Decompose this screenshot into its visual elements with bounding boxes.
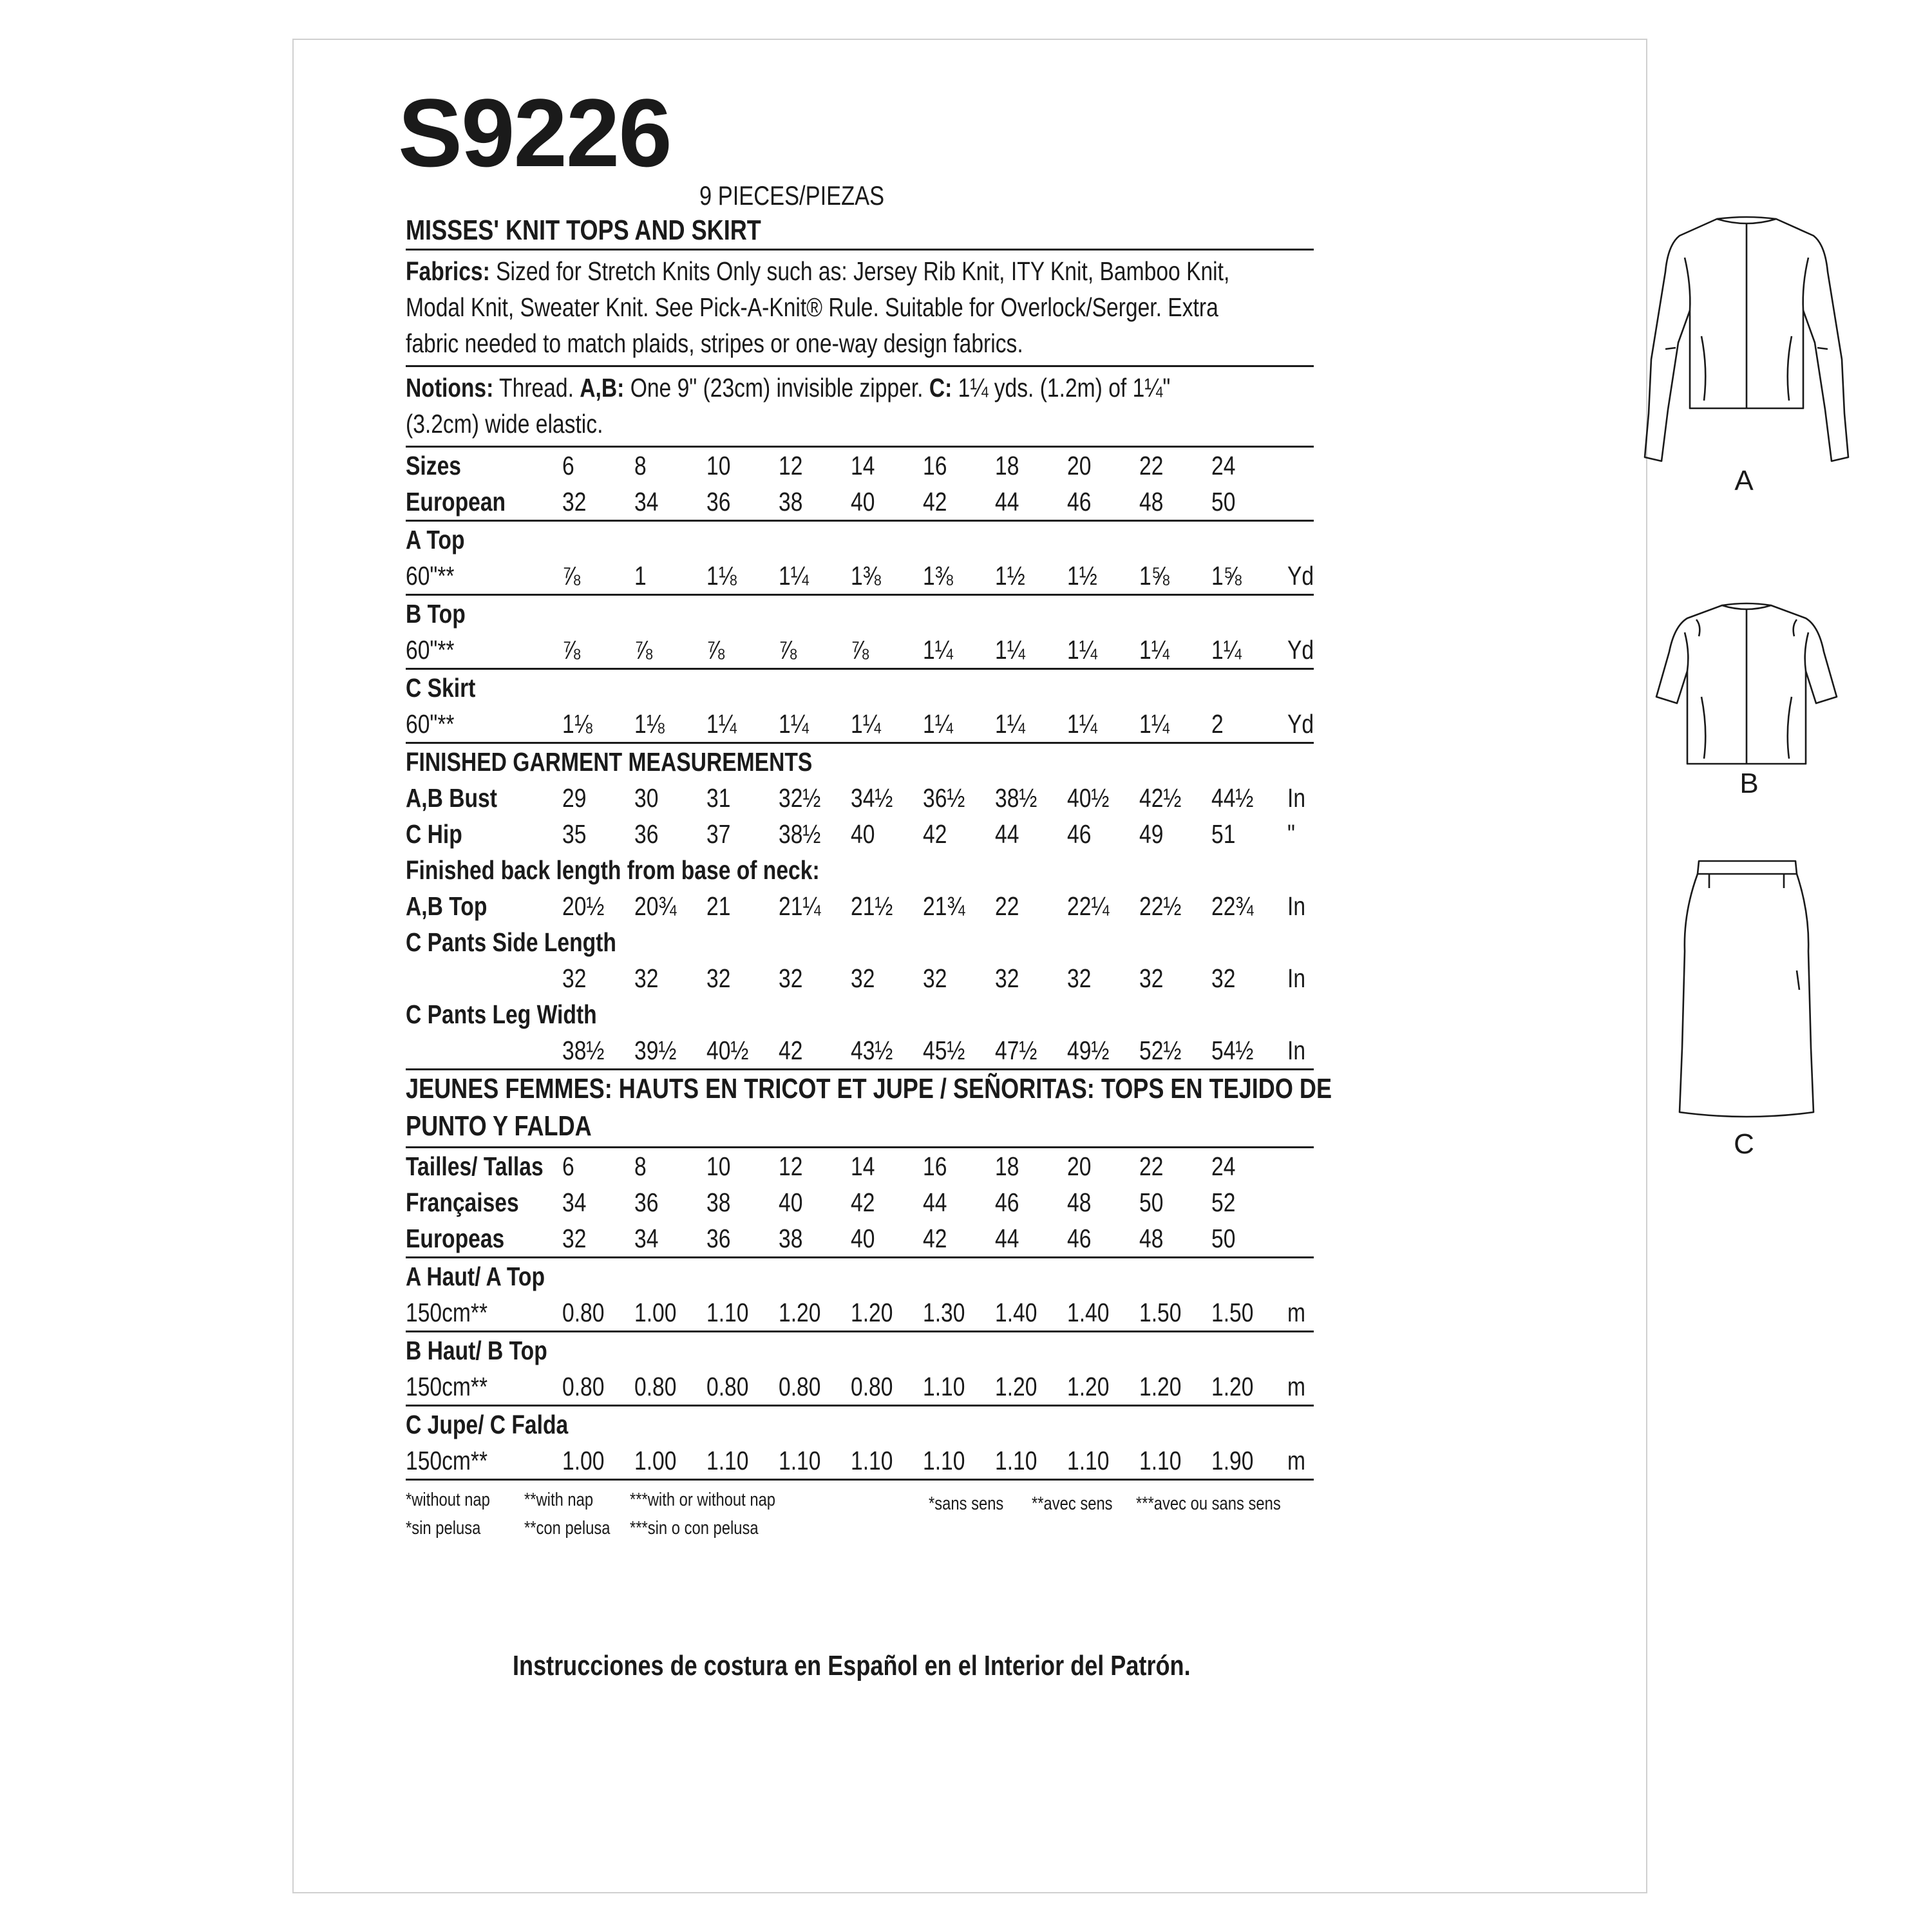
cell-size-7: 38½: [995, 783, 1037, 813]
cell-size-9: 48: [1139, 1220, 1211, 1258]
cell-size-10: 1.90: [1211, 1443, 1283, 1480]
cell-size-9: 32: [1139, 963, 1164, 993]
cell-size-8: 32: [1067, 963, 1092, 993]
cell-size-9: 22½: [1139, 891, 1182, 921]
view-a-label: A: [1734, 465, 1754, 497]
cell-size-7: 1.20: [995, 1368, 1067, 1406]
cell-size-5: 42: [851, 1188, 875, 1217]
unit: [1283, 484, 1314, 521]
cell-size-5: 43½: [851, 1032, 923, 1070]
cell-size-7: 1.40: [995, 1294, 1067, 1332]
unit: In: [1287, 963, 1306, 993]
cell-size-3: 10: [706, 1151, 731, 1181]
cell-size-3: 32: [706, 963, 731, 993]
cell-size-7: 46: [995, 1188, 1019, 1217]
cell-size-1: 32: [562, 484, 634, 521]
cell-size-5: 14: [851, 1151, 875, 1181]
cell-size-2: 20¾: [634, 891, 677, 921]
b-top-title: [406, 595, 1314, 632]
cell-size-6: 1⅜: [923, 558, 995, 595]
cell-size-1: 35: [562, 819, 587, 849]
cell-size-7: 22: [995, 891, 1019, 921]
a-top-yardage-row: [406, 558, 1314, 595]
pattern-info: [398, 79, 1332, 1562]
cell-size-2: 39½: [634, 1032, 706, 1070]
cell-size-10: 52: [1211, 1188, 1236, 1217]
cell-size-5: 14: [851, 451, 875, 480]
cell-size-4: 32: [779, 963, 803, 993]
a-haut-meters-row: [406, 1294, 1314, 1332]
cell-size-4: 38½: [779, 819, 821, 849]
yardage-table-imperial: [406, 448, 1314, 1070]
row-label: C Pants Side Length: [406, 927, 616, 957]
cell-size-10: 1.20: [1211, 1368, 1283, 1406]
fabrics-label: Fabrics:: [406, 256, 490, 286]
cell-size-5: 1.10: [851, 1443, 923, 1480]
cell-size-5: 34½: [851, 783, 893, 813]
cell-size-7: 18: [995, 451, 1019, 480]
cell-size-2: ⅞: [634, 632, 706, 669]
cell-size-6: 36½: [923, 783, 965, 813]
footnotes: *without nap **with nap ***with or without nap *sin pelusa **con pelusa ***sin o con pelusa *sans sens **avec sens ***avec ou sans sens: [406, 1490, 1281, 1539]
spanish-instructions-note: Instrucciones de costura en Español en el Interior del Patrón.: [513, 1650, 1191, 1681]
row-label: [406, 960, 562, 996]
cell-size-9: 22: [1139, 451, 1164, 480]
cell-size-1: 6: [562, 451, 574, 480]
c-skirt-title: [406, 669, 1314, 706]
unit: m: [1283, 1294, 1314, 1332]
cell-size-5: 32: [851, 963, 875, 993]
cell-size-8: 40½: [1067, 783, 1110, 813]
piece-count: 9 PIECES/PIEZAS: [699, 180, 885, 211]
cell-size-2: 1⅛: [634, 706, 706, 743]
cell-size-7: 1.10: [995, 1443, 1067, 1480]
cell-size-9: 1.20: [1139, 1368, 1211, 1406]
cell-size-3: ⅞: [706, 632, 779, 669]
cell-size-10: 2: [1211, 706, 1283, 743]
cell-size-1: 29: [562, 783, 587, 813]
cell-size-8: 22¼: [1067, 891, 1110, 921]
header: [398, 79, 1314, 213]
cell-size-2: 0.80: [634, 1368, 706, 1406]
view-b-label: B: [1739, 768, 1759, 799]
cell-size-10: 54½: [1211, 1032, 1283, 1070]
cell-size-1: 34: [562, 1188, 587, 1217]
cell-size-10: 51: [1211, 819, 1236, 849]
cell-size-4: 1.10: [779, 1443, 851, 1480]
row-label: Europeas: [406, 1220, 562, 1258]
cell-size-8: 1.10: [1067, 1443, 1139, 1480]
cell-size-10: 1⅝: [1211, 558, 1283, 595]
row-label: C Jupe/ C Falda: [406, 1410, 569, 1439]
cell-size-5: 1⅜: [851, 558, 923, 595]
cell-size-1: 32: [562, 963, 587, 993]
cell-size-4: 38: [779, 484, 851, 521]
cell-size-10: 50: [1211, 1220, 1283, 1258]
metric-heading: JEUNES FEMMES: HAUTS EN TRICOT ET JUPE / SEÑORITAS: TOPS EN TEJIDO DE PUNTO Y FALDA: [406, 1070, 1314, 1148]
unit: Yd: [1283, 632, 1314, 669]
cell-size-4: 12: [779, 451, 803, 480]
cell-size-6: 42: [923, 1220, 995, 1258]
row-label: [406, 1032, 562, 1070]
cell-size-3: 40½: [706, 1032, 779, 1070]
cell-size-6: 1.10: [923, 1443, 995, 1480]
row-label: 150cm**: [406, 1443, 562, 1480]
cell-size-7: 1¼: [995, 632, 1067, 669]
cell-size-10: 1¼: [1211, 632, 1283, 669]
unit: In: [1287, 891, 1306, 921]
cell-size-2: 8: [634, 451, 647, 480]
cell-size-6: 21¾: [923, 891, 965, 921]
cell-size-8: 1¼: [1067, 632, 1139, 669]
view-a-top-drawing: [1637, 207, 1856, 478]
cell-size-4: 1.20: [779, 1294, 851, 1332]
cell-size-6: 1.10: [923, 1368, 995, 1406]
ab-top-length-row: [406, 888, 1314, 924]
unit: ": [1287, 819, 1295, 849]
cell-size-4: 32½: [779, 783, 821, 813]
cell-size-2: 36: [634, 819, 659, 849]
unit: [1283, 448, 1314, 484]
b-haut-title: [406, 1332, 1314, 1369]
row-label: A,B Top: [406, 891, 488, 921]
cell-size-5: 0.80: [851, 1368, 923, 1406]
cell-size-8: 1¼: [1067, 706, 1139, 743]
cell-size-4: 38: [779, 1220, 851, 1258]
cell-size-6: 16: [923, 451, 947, 480]
cell-size-8: 1.20: [1067, 1368, 1139, 1406]
cell-size-3: 36: [706, 484, 779, 521]
cell-size-7: 18: [995, 1151, 1019, 1181]
row-label: B Top: [406, 599, 466, 629]
cell-size-7: 44: [995, 1220, 1067, 1258]
notions-section: Notions: Thread. A,B: One 9" (23cm) invisible zipper. C: 1¼ yds. (1.2m) of 1¼" (3.2cm) wide elastic.: [406, 367, 1314, 448]
cell-size-4: 1¼: [779, 706, 851, 743]
cell-size-8: 46: [1067, 484, 1139, 521]
row-label: 150cm**: [406, 1294, 562, 1332]
cell-size-9: 1¼: [1139, 706, 1211, 743]
b-top-yardage-row: [406, 632, 1314, 669]
cell-size-3: 10: [706, 451, 731, 480]
cell-size-6: 44: [923, 1188, 947, 1217]
cell-size-3: 1¼: [706, 706, 779, 743]
cell-size-1: 20½: [562, 891, 605, 921]
cell-size-2: 8: [634, 1151, 647, 1181]
cell-size-9: 50: [1139, 1188, 1164, 1217]
cell-size-5: 21½: [851, 891, 893, 921]
cell-size-8: 49½: [1067, 1032, 1139, 1070]
row-label: 60"**: [406, 706, 562, 743]
pants-side-row: [406, 960, 1314, 996]
cell-size-10: 44½: [1211, 783, 1254, 813]
cell-size-1: ⅞: [562, 632, 634, 669]
cell-size-10: 22¾: [1211, 891, 1254, 921]
yardage-table-metric: [406, 1148, 1314, 1481]
cell-size-4: 0.80: [779, 1368, 851, 1406]
cell-size-9: 42½: [1139, 783, 1182, 813]
pattern-number: S9226: [398, 79, 671, 187]
cell-size-9: 1⅝: [1139, 558, 1211, 595]
a-top-title: [406, 521, 1314, 558]
cell-size-5: 40: [851, 1220, 923, 1258]
cell-size-7: 32: [995, 963, 1019, 993]
cell-size-5: 40: [851, 819, 875, 849]
cell-size-6: 1¼: [923, 632, 995, 669]
row-label: Sizes: [406, 451, 461, 480]
row-label: European: [406, 484, 562, 521]
cell-size-10: 24: [1211, 1151, 1236, 1181]
cell-size-3: 1.10: [706, 1443, 779, 1480]
cell-size-3: 0.80: [706, 1368, 779, 1406]
cell-size-5: 40: [851, 484, 923, 521]
row-label: FINISHED GARMENT MEASUREMENTS: [406, 747, 813, 777]
unit: In: [1283, 1032, 1314, 1070]
cell-size-1: 1⅛: [562, 706, 634, 743]
pants-side-title: [406, 924, 1314, 960]
pattern-envelope-back: [292, 39, 1759, 1893]
cell-size-1: 0.80: [562, 1368, 634, 1406]
cell-size-8: 46: [1067, 819, 1092, 849]
cell-size-10: 32: [1211, 963, 1236, 993]
pattern-title: MISSES' KNIT TOPS AND SKIRT: [406, 213, 1314, 251]
cell-size-6: 16: [923, 1151, 947, 1181]
cell-size-7: 44: [995, 819, 1019, 849]
cell-size-7: 1½: [995, 558, 1067, 595]
cell-size-1: 38½: [562, 1032, 634, 1070]
cell-size-8: 1.40: [1067, 1294, 1139, 1332]
cell-size-4: 12: [779, 1151, 803, 1181]
cell-size-2: 30: [634, 783, 659, 813]
cell-size-9: 22: [1139, 1151, 1164, 1181]
view-c-skirt-drawing: [1637, 855, 1856, 1138]
cell-size-9: 1¼: [1139, 632, 1211, 669]
cell-size-1: 32: [562, 1220, 634, 1258]
hip-row: [406, 816, 1314, 852]
cell-size-9: 49: [1139, 819, 1164, 849]
cell-size-8: 1½: [1067, 558, 1139, 595]
cell-size-2: 34: [634, 1220, 706, 1258]
back-length-heading: [406, 852, 1314, 888]
cell-size-6: 42: [923, 484, 995, 521]
european-row: [406, 484, 1314, 521]
bust-row: [406, 780, 1314, 816]
cell-size-4: 21¼: [779, 891, 821, 921]
unit: Yd: [1283, 558, 1314, 595]
cell-size-5: 1.20: [851, 1294, 923, 1332]
cell-size-10: 1.50: [1211, 1294, 1283, 1332]
cell-size-5: 1¼: [851, 706, 923, 743]
cell-size-9: 1.10: [1139, 1443, 1211, 1480]
unit: [1283, 1184, 1314, 1220]
c-skirt-yardage-row: [406, 706, 1314, 743]
tailles-row: [406, 1148, 1314, 1184]
francaises-row: [406, 1184, 1314, 1220]
cell-size-1: ⅞: [562, 558, 634, 595]
cell-size-3: 36: [706, 1220, 779, 1258]
cell-size-2: 32: [634, 963, 659, 993]
cell-size-3: 37: [706, 819, 731, 849]
cell-size-2: 1.00: [634, 1443, 706, 1480]
cell-size-3: 38: [706, 1188, 731, 1217]
unit: In: [1287, 783, 1306, 813]
pants-leg-title: [406, 996, 1314, 1032]
unit: [1283, 1148, 1314, 1184]
c-jupe-title: [406, 1406, 1314, 1443]
c-jupe-meters-row: [406, 1443, 1314, 1480]
row-label: Finished back length from base of neck:: [406, 855, 820, 885]
cell-size-8: 46: [1067, 1220, 1139, 1258]
sizes-row: [406, 448, 1314, 484]
cell-size-2: 1.00: [634, 1294, 706, 1332]
cell-size-8: 48: [1067, 1188, 1092, 1217]
fabrics-section: Fabrics: Sized for Stretch Knits Only such as: Jersey Rib Knit, ITY Knit, Bamboo Knit, Modal Knit, Sweater Knit. See Pick-A-Knit® Rule. Suitable for Overlock/Serger. Extra fabric needed to match plaids, stripes or one-way design fabrics.: [406, 251, 1314, 367]
cell-size-4: 1¼: [779, 558, 851, 595]
row-label: A Haut/ A Top: [406, 1262, 545, 1291]
row-label: Tailles/ Tallas: [406, 1151, 544, 1181]
cell-size-2: 36: [634, 1188, 659, 1217]
cell-size-4: 42: [779, 1032, 851, 1070]
b-haut-meters-row: [406, 1368, 1314, 1406]
view-c-label: C: [1734, 1128, 1754, 1160]
notions-label: Notions:: [406, 373, 494, 402]
row-label: 60"**: [406, 558, 562, 595]
cell-size-6: 45½: [923, 1032, 995, 1070]
cell-size-10: 50: [1211, 484, 1283, 521]
cell-size-7: 47½: [995, 1032, 1067, 1070]
cell-size-9: 48: [1139, 484, 1211, 521]
row-label: C Hip: [406, 819, 462, 849]
cell-size-2: 1: [634, 558, 706, 595]
cell-size-6: 32: [923, 963, 947, 993]
cell-size-10: 24: [1211, 451, 1236, 480]
finished-heading: [406, 743, 1314, 781]
cell-size-4: 40: [779, 1188, 803, 1217]
cell-size-5: ⅞: [851, 632, 923, 669]
view-b-top-drawing: [1637, 600, 1856, 793]
cell-size-3: 1⅛: [706, 558, 779, 595]
cell-size-8: 20: [1067, 451, 1092, 480]
a-haut-title: [406, 1258, 1314, 1295]
cell-size-2: 34: [634, 484, 706, 521]
row-label: C Pants Leg Width: [406, 999, 597, 1029]
row-label: Françaises: [406, 1188, 519, 1217]
cell-size-4: ⅞: [779, 632, 851, 669]
europeas-row: [406, 1220, 1314, 1258]
cell-size-1: 0.80: [562, 1294, 634, 1332]
cell-size-1: 6: [562, 1151, 574, 1181]
cell-size-9: 52½: [1139, 1032, 1211, 1070]
cell-size-9: 1.50: [1139, 1294, 1211, 1332]
cell-size-8: 20: [1067, 1151, 1092, 1181]
cell-size-6: 1.30: [923, 1294, 995, 1332]
row-label: B Haut/ B Top: [406, 1336, 547, 1365]
cell-size-6: 1¼: [923, 706, 995, 743]
row-label: A Top: [406, 525, 465, 554]
cell-size-7: 1¼: [995, 706, 1067, 743]
cell-size-3: 31: [706, 783, 731, 813]
row-label: A,B Bust: [406, 783, 497, 813]
unit: m: [1283, 1368, 1314, 1406]
cell-size-3: 1.10: [706, 1294, 779, 1332]
cell-size-7: 44: [995, 484, 1067, 521]
unit: Yd: [1283, 706, 1314, 743]
unit: m: [1283, 1443, 1314, 1480]
cell-size-6: 42: [923, 819, 947, 849]
row-label: 150cm**: [406, 1368, 562, 1406]
pants-leg-row: [406, 1032, 1314, 1070]
cell-size-3: 21: [706, 891, 731, 921]
unit: [1283, 1220, 1314, 1258]
row-label: 60"**: [406, 632, 562, 669]
row-label: C Skirt: [406, 673, 476, 703]
cell-size-1: 1.00: [562, 1443, 634, 1480]
